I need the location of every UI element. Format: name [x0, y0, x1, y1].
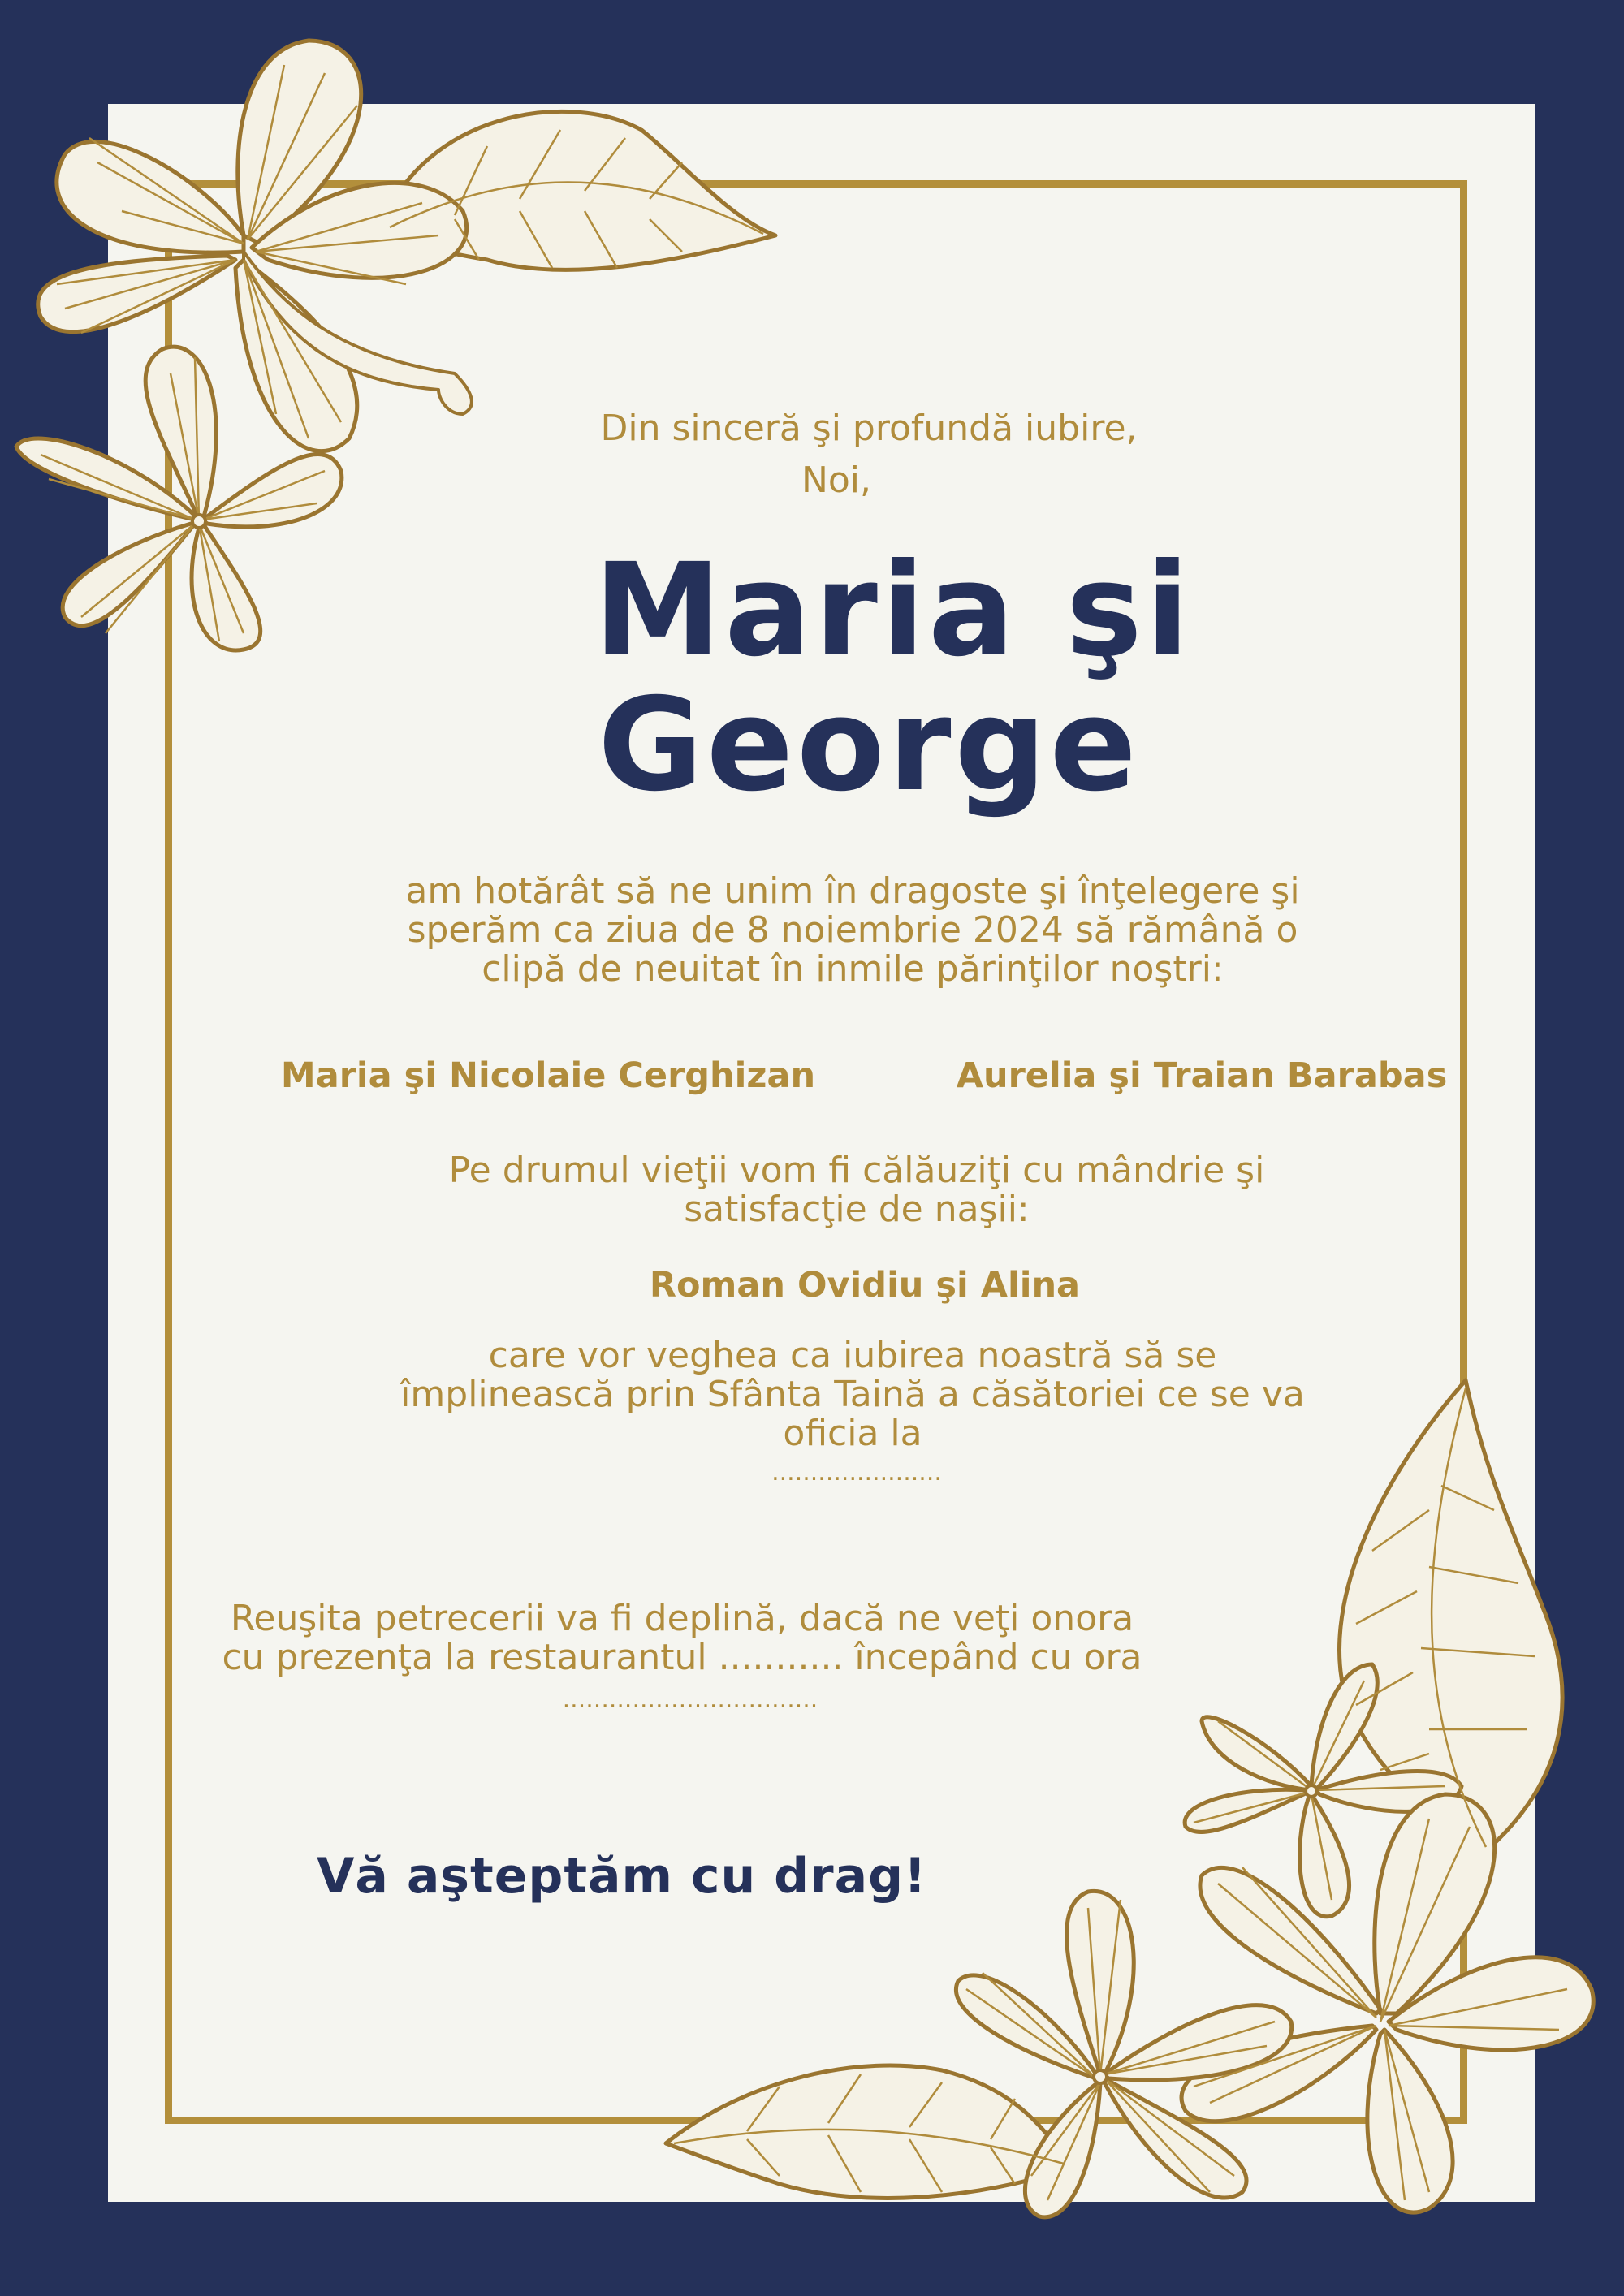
couple-name-line-2: George	[598, 671, 1140, 820]
parents-groom: Aurelia şi Traian Barabas	[956, 1055, 1448, 1096]
party-placeholder: .................................	[562, 1685, 818, 1714]
ceremony-placeholder: ......................	[771, 1458, 942, 1487]
ceremony-line-1: care vor veghea ca iubirea noastră să se	[488, 1335, 1217, 1376]
ceremony-line-3: oficia la	[783, 1413, 922, 1454]
ceremony-line-2: împlinească prin Sfânta Taină a căsătoriei ce se va	[400, 1374, 1305, 1415]
couple-name-line-1: Maria şi	[594, 536, 1193, 685]
closing-message: Vă aşteptăm cu drag!	[317, 1848, 927, 1905]
godparents-intro-line-1: Pe drumul vieţii vom fi călăuziţi cu mândrie şi	[448, 1150, 1265, 1191]
announcement-line-3: clipă de neuitat în inmile părinţilor noştri:	[482, 948, 1224, 990]
godparents-intro-line-2: satisfacţie de naşii:	[684, 1189, 1030, 1230]
intro-line-2: Noi,	[801, 460, 872, 501]
godparents-names: Roman Ovidiu şi Alina	[649, 1265, 1081, 1306]
party-line-1: Reuşita petrecerii va fi deplină, dacă ne veţi onora	[230, 1598, 1134, 1639]
bottom-right-floral-icon	[650, 1364, 1624, 2296]
intro-line-1: Din sinceră şi profundă iubire,	[600, 408, 1138, 449]
parents-bride: Maria şi Nicolaie Cerghizan	[280, 1055, 816, 1096]
announcement-line-1: am hotărât să ne unim în dragoste şi înţelegere şi	[405, 870, 1300, 912]
party-line-2: cu prezenţa la restaurantul ........... începând cu ora	[222, 1637, 1142, 1678]
announcement-line-2: sperăm ca ziua de 8 noiembrie 2024 să rămână o	[407, 909, 1298, 951]
